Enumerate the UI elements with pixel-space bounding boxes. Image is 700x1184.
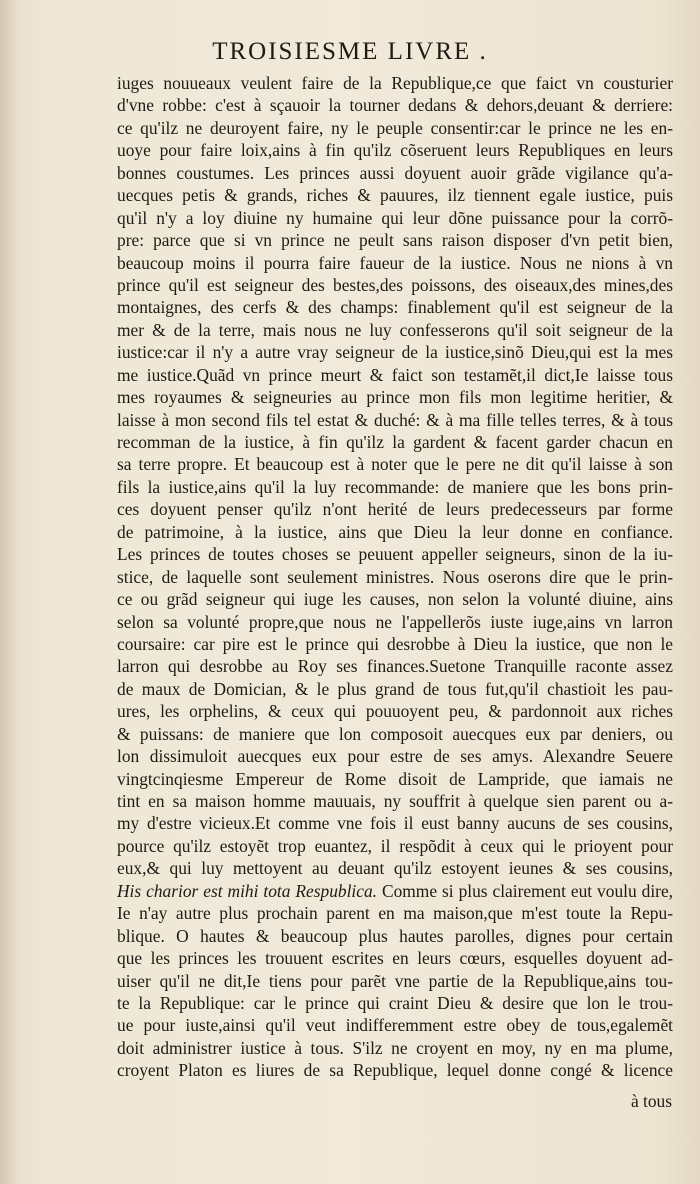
text-line: de patrimoine, à la iustice, ains que Dieu la leur donne en confiance.	[117, 521, 673, 542]
text-line: pre: parce que si vn prince ne peult sans raison disposer d'vn petit bien,	[117, 230, 673, 251]
text-line: montaignes, des cerfs & des champs: finablement qu'il est seigneur de la	[117, 297, 673, 318]
text-line: mer & de la terre, mais nous ne luy confesserons qu'il soit seigneur de la	[117, 319, 673, 340]
text-line: recomman de la iustice, à fin qu'ilz la gardent & facent garder chacun en	[117, 432, 673, 452]
text-line: prince qu'il est seigneur des bestes,des poissons, des oiseaux,des mines,des	[117, 274, 673, 295]
text-line: Les princes de toutes choses se peuuent appeller seigneurs, sinon de la iu-	[117, 544, 673, 565]
text-line: lon dissimuloit auecques eux pour estre de ses amys. Alexandre Seuere	[117, 746, 673, 767]
text-line: eux,& qui luy mettoyent au deuant qu'ilz estoyent ieunes & ses cousins,	[117, 858, 673, 879]
body-text	[117, 72, 673, 1082]
text-line: te la Republique: car le prince qui craint Dieu & desire que lon le trou-	[117, 992, 673, 1013]
latin-quotation: His charior est mihi tota Respublica.	[117, 880, 378, 901]
text-line: bonnes coustumes. Les princes aussi doyuent auoir grãde vigilance qu'a-	[117, 162, 673, 183]
running-head: TROISIESME LIVRE .	[212, 38, 488, 65]
text-line: doit administrer iustice à tous. S'ilz ne croyent en moy, ny en ma plume,	[117, 1037, 673, 1058]
text-line: uecques petis & grands, riches & pauures, ilz tiennent egale iustice, puis	[117, 185, 673, 206]
text-line: laisse à mon second fils tel estat & duché: & à ma fille telles terres, & à tous	[117, 409, 673, 430]
text-line: ces doyuent penser qu'ilz n'ont herité de leurs predecesseurs par forme	[117, 499, 673, 520]
text-line: larron qui desrobbe au Roy ses finances.Suetone Tranquille raconte assez	[117, 656, 673, 677]
text-line: mes royaumes & seigneuries au prince mon fils mon legitime heritier, &	[117, 387, 673, 408]
text-line: d'vne robbe: c'est à sçauoir la tourner dedans & dehors,deuant & derriere:	[117, 95, 673, 116]
text-line: ce ou grãd seigneur qui iuge les causes, non selon la volunté diuine, ains	[117, 589, 673, 610]
text-line: iuges nouueaux veulent faire de la Republique,ce que faict vn cousturier	[117, 73, 673, 93]
text-line: fils la iustice,ains qu'il la luy recommande: de maniere que les bons prin-	[117, 476, 673, 497]
text-line: ures, les orphelins, & ceux qui pouuoyent peu, & pardonnoit aux riches	[117, 701, 673, 722]
text-line: blique. O hautes & beaucoup plus hautes parolles, dignes pour certain	[117, 925, 673, 946]
text-line: sa terre propre. Et beaucoup est à noter que le pere ne dit qu'il laisse à son	[117, 454, 673, 475]
text-line: qu'il n'y a loy diuine ny humaine qui leur dõne puissance pour la corrõ-	[117, 207, 673, 228]
text-line: ue pour iuste,ainsi qu'il veut indifferemment estre obey de tous,egalemẽt	[117, 1015, 673, 1036]
text-line: selon sa volunté propre,que nous ne l'appellerõs iuste iuge,ains vn larron	[117, 611, 673, 632]
text-line: my d'estre vicieux.Et comme vne fois il eust banny aucuns de ses cousins,	[117, 813, 673, 834]
text-line: ce qu'ilz ne deuroyent faire, ny le peuple consentir:car le prince ne les en-	[117, 117, 673, 138]
text-line: vingtcinqiesme Empereur de Rome disoit de Lampride, que iamais ne	[117, 768, 673, 789]
text-line: me iustice.Quãd vn prince meurt & faict son testamẽt,il dict,Ie laisse tous	[117, 364, 673, 385]
catchword: à tous	[630, 1091, 672, 1111]
text-line: iustice:car il n'y a autre vray seigneur de la iustice,sinõ Dieu,qui est la mes	[117, 342, 673, 363]
text-line: His charior est mihi tota Respublica. Comme si plus clairement eut voulu dire,	[117, 880, 673, 901]
text-line: Ie n'ay autre plus prochain parent en ma maison,que m'est toute la Repu-	[117, 903, 673, 924]
text-line: que les princes les trouuent escrites en leurs cœurs, esquelles doyuent ad-	[117, 948, 673, 969]
text-line: tint en sa maison homme mauuais, ny souffrit à quelque sien parent ou a-	[117, 791, 673, 811]
text-line: uiser qu'il ne dit,Ie tiens pour parẽt vne partie de la Republique,ains tou-	[117, 970, 673, 991]
text-line: uoye pour faire loix,ains à fin qu'ilz cõseruent leurs Republiques en leurs	[117, 140, 673, 161]
text-line: croyent Platon es liures de sa Republique, lequel donne congé & licence	[117, 1060, 673, 1081]
text-line: beaucoup moins il pourra faire faueur de la iustice. Nous ne nions à vn	[117, 252, 673, 273]
gutter-shadow	[0, 0, 18, 1184]
text-line: pource qu'ilz estoyẽt trop euantez, il respõdit à ceux qui le prioyent pour	[117, 835, 673, 856]
text-line: & puissans: de maniere que lon composoit auecques eux par deniers, ou	[117, 723, 673, 744]
text-line: de maux de Domician, & le plus grand de tous fut,qu'il chastioit les pau-	[117, 678, 673, 699]
text-line: stice, de laquelle sont seulement ministres. Nous oserons dire que le prin-	[117, 566, 673, 587]
text-line: coursaire: car pire est le prince qui desrobbe à Dieu la iustice, que non le	[117, 633, 673, 654]
